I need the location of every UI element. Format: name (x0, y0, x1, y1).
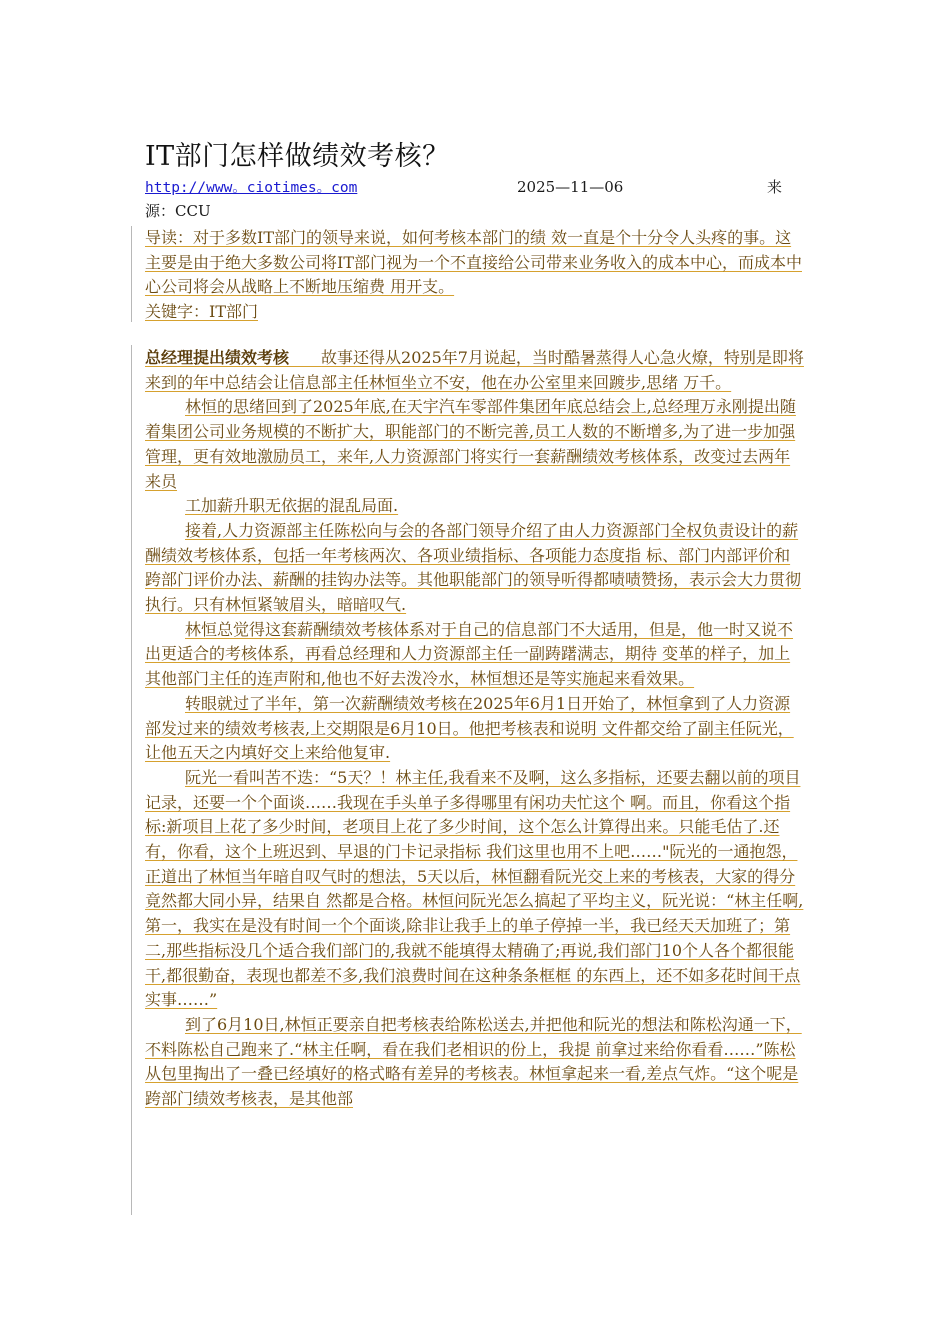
paragraph-7: 阮光一看叫苦不迭：“5天？！林主任,我看来不及啊，这么多指标，还要去翻以前的项目记录，还要一个个面谈……我现在手头单子多得哪里有闲功夫忙这个 啊。而且，你看这个指标:新项目上花了多少时间，老项目上花了多少时间，这个怎么计算得出来。只能毛估了.还有，你看，这个上班迟到、早退的门卡记录指标 我们这里也用不上吧……"阮光的一通抱怨，正道出了林恒当年暗自叹气时的想法，5天以后，林恒翻看阮光交上来的考核表，大家的得分竟然都大同小异，结果自 然都是合格。林恒问阮光怎么搞起了平均主义，阮光说：“林主任啊,第一，我实在是没有时间一个个面谈,除非让我手上的单子停掉一半，我已经天天加班了；第 二,那些指标没几个适合我们部门的,我就不能填得太精确了;再说,我们部门10个人各个都很能干,都很勤奋，表现也都差不多,我们浪费时间在这种条条框框 的东西上，还不如多花时间干点实事……” (145, 767, 804, 1010)
body-left-rule (131, 345, 132, 1215)
source-label: 来 (767, 178, 783, 196)
article-body (145, 346, 805, 1112)
source-value: 源：CCU (145, 202, 211, 220)
intro-keywords: 关键字：IT部门 (145, 302, 258, 322)
paragraph-3: 工加薪升职无依据的混乱局面. (185, 496, 399, 516)
intro-left-rule (131, 226, 132, 322)
source-url-link[interactable]: http://www。ciotimes。com (145, 180, 358, 196)
paragraph-5: 林恒总觉得这套薪酬绩效考核体系对于自己的信息部门不大适用，但是，他一时又说不出更适合的考核体系，再看总经理和人力资源部主任一副踌躇满志，期待 变革的样子，加上其他部门主任的连声附和,他也不好去泼冷水，林恒想还是等实施起来看效果。 (145, 619, 794, 689)
intro-block (145, 226, 805, 325)
paragraph-6: 转眼就过了半年，第一次薪酬绩效考核在2025年6月1日开始了，林恒拿到了人力资源部发过来的绩效考核表,上交期限是6月10日。他把考核表和说明 文件都交给了副主任阮光，让他五天之内填好交上来给他复审. (145, 693, 794, 763)
article-meta (145, 176, 795, 220)
paragraph-8: 到了6月10日,林恒正要亲自把考核表给陈松送去,并把他和阮光的想法和陈松沟通一下，不料陈松自己跑来了.“林主任啊，看在我们老相识的份上，我提 前拿过来给你看看……”陈松从包里掏出了一叠已经填好的格式略有差异的考核表。林恒拿起来一看,差点气炸。“这个呢是跨部门绩效考核表，是其他部 (145, 1014, 802, 1109)
article-title: IT部门怎样做绩效考核？ (145, 141, 450, 172)
section-heading: 总经理提出绩效考核 (145, 348, 290, 367)
paragraph-4: 接着,人力资源部主任陈松向与会的各部门领导介绍了由人力资源部门全权负责设计的薪酬绩效考核体系，包括一年考核两次、各项业绩指标、各项能力态度指 标、部门内部评价和跨部门评价办法、薪酬的挂钩办法等。其他职能部门的领导听得都啧啧赞扬，表示会大力贯彻执行。只有林恒紧皱眉头，暗暗叹气. (145, 520, 802, 615)
paragraph-2: 林恒的思绪回到了2025年底,在天宇汽车零部件集团年底总结会上,总经理万永刚提出随着集团公司业务规模的不断扩大，职能部门的不断完善,员工人数的不断增多,为了进一步加强管理，更有效地激励员工，来年,人力资源部门将实行一套薪酬绩效考核体系，改变过去两年来员 (145, 397, 796, 491)
intro-lead: 导读：对于多数IT部门的领导来说，如何考核本部门的绩 效一直是个十分令人头疼的事。这主要是由于绝大多数公司将IT部门视为一个不直接给公司带来业务收入的成本中心，而成本中心公司将会从战略上不断地压缩费 用开支。 (145, 228, 802, 297)
paragraph-1: 故事还得从2025年7月说起，当时酷暑蒸得人心急火燎，特别是即将来到的年中总结会让信息部主任林恒坐立不安，他在办公室里来回踱步,思绪 万千。 (145, 348, 804, 392)
publish-date: 2025—11—06 (517, 178, 624, 196)
